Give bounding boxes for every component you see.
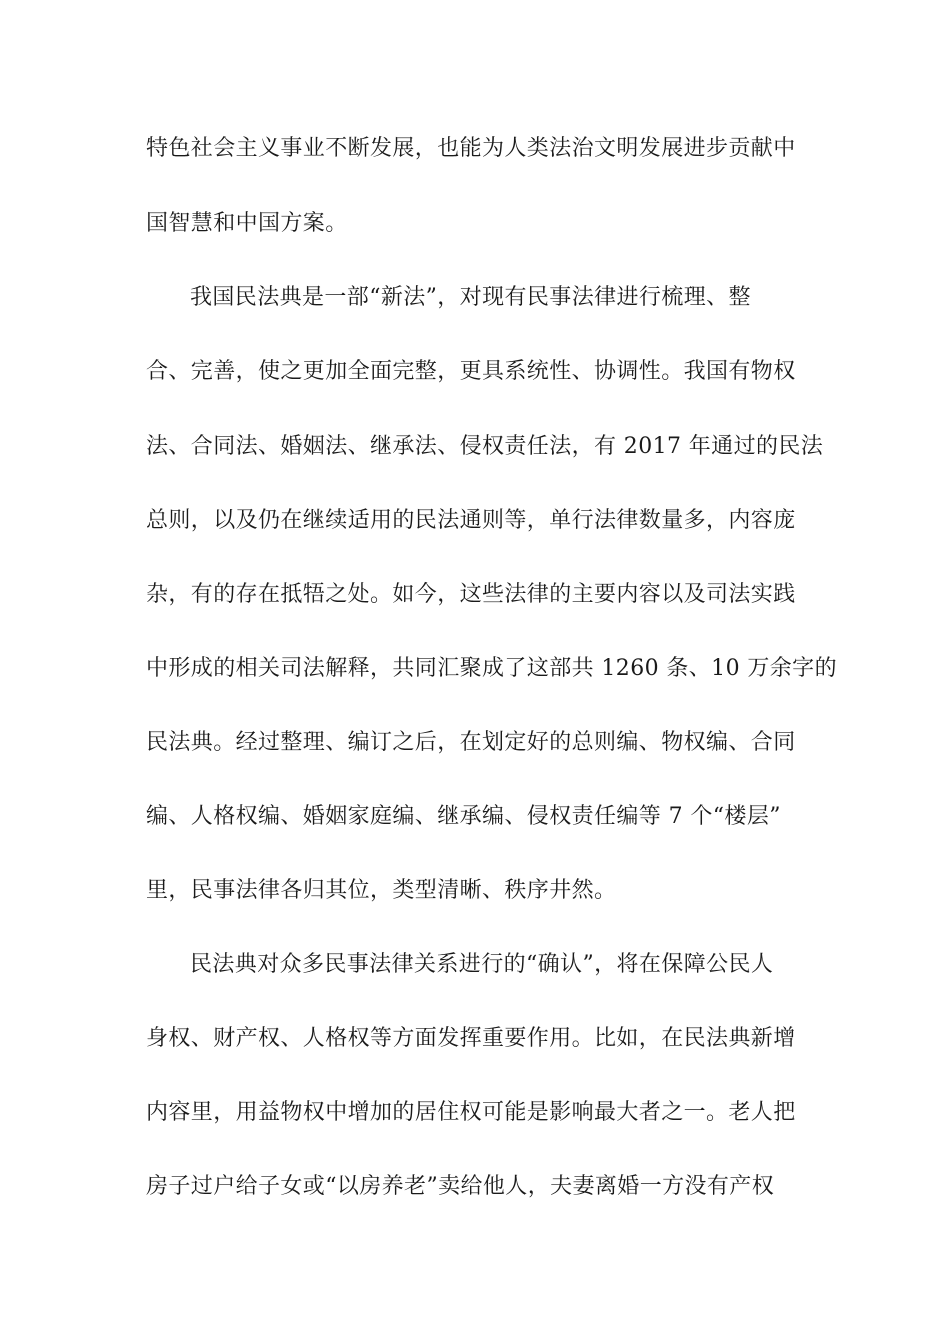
text-line: 特色社会主义事业不断发展，也能为人类法治文明发展进步贡献中 <box>146 136 796 161</box>
text-line: 中形成的相关司法解释，共同汇聚成了这部共 1260 条、10 万余字的 <box>146 656 837 681</box>
text-line: 房子过户给子女或“以房养老”卖给他人，夫妻离婚一方没有产权 <box>146 1174 775 1199</box>
text-line: 总则，以及仍在继续适用的民法通则等，单行法律数量多，内容庞 <box>146 508 796 533</box>
text-line: 内容里，用益物权中增加的居住权可能是影响最大者之一。老人把 <box>146 1100 796 1125</box>
text-line: 杂，有的存在抵牾之处。如今，这些法律的主要内容以及司法实践 <box>146 582 796 607</box>
paragraph-first-line: 民法典对众多民事法律关系进行的“确认”，将在保障公民人 <box>190 952 774 977</box>
text-line: 里，民事法律各归其位，类型清晰、秩序井然。 <box>146 878 617 903</box>
text-line: 民法典。经过整理、编订之后，在划定好的总则编、物权编、合同 <box>146 730 796 755</box>
paragraph-first-line: 我国民法典是一部“新法”，对现有民事法律进行梳理、整 <box>190 285 751 310</box>
text-line: 身权、财产权、人格权等方面发挥重要作用。比如，在民法典新增 <box>146 1026 796 1051</box>
text-line: 合、完善，使之更加全面完整，更具系统性、协调性。我国有物权 <box>146 359 796 384</box>
text-line: 法、合同法、婚姻法、继承法、侵权责任法，有 2017 年通过的民法 <box>146 434 824 459</box>
text-line: 国智慧和中国方案。 <box>146 211 348 236</box>
text-line: 编、人格权编、婚姻家庭编、继承编、侵权责任编等 7 个“楼层” <box>146 804 781 829</box>
